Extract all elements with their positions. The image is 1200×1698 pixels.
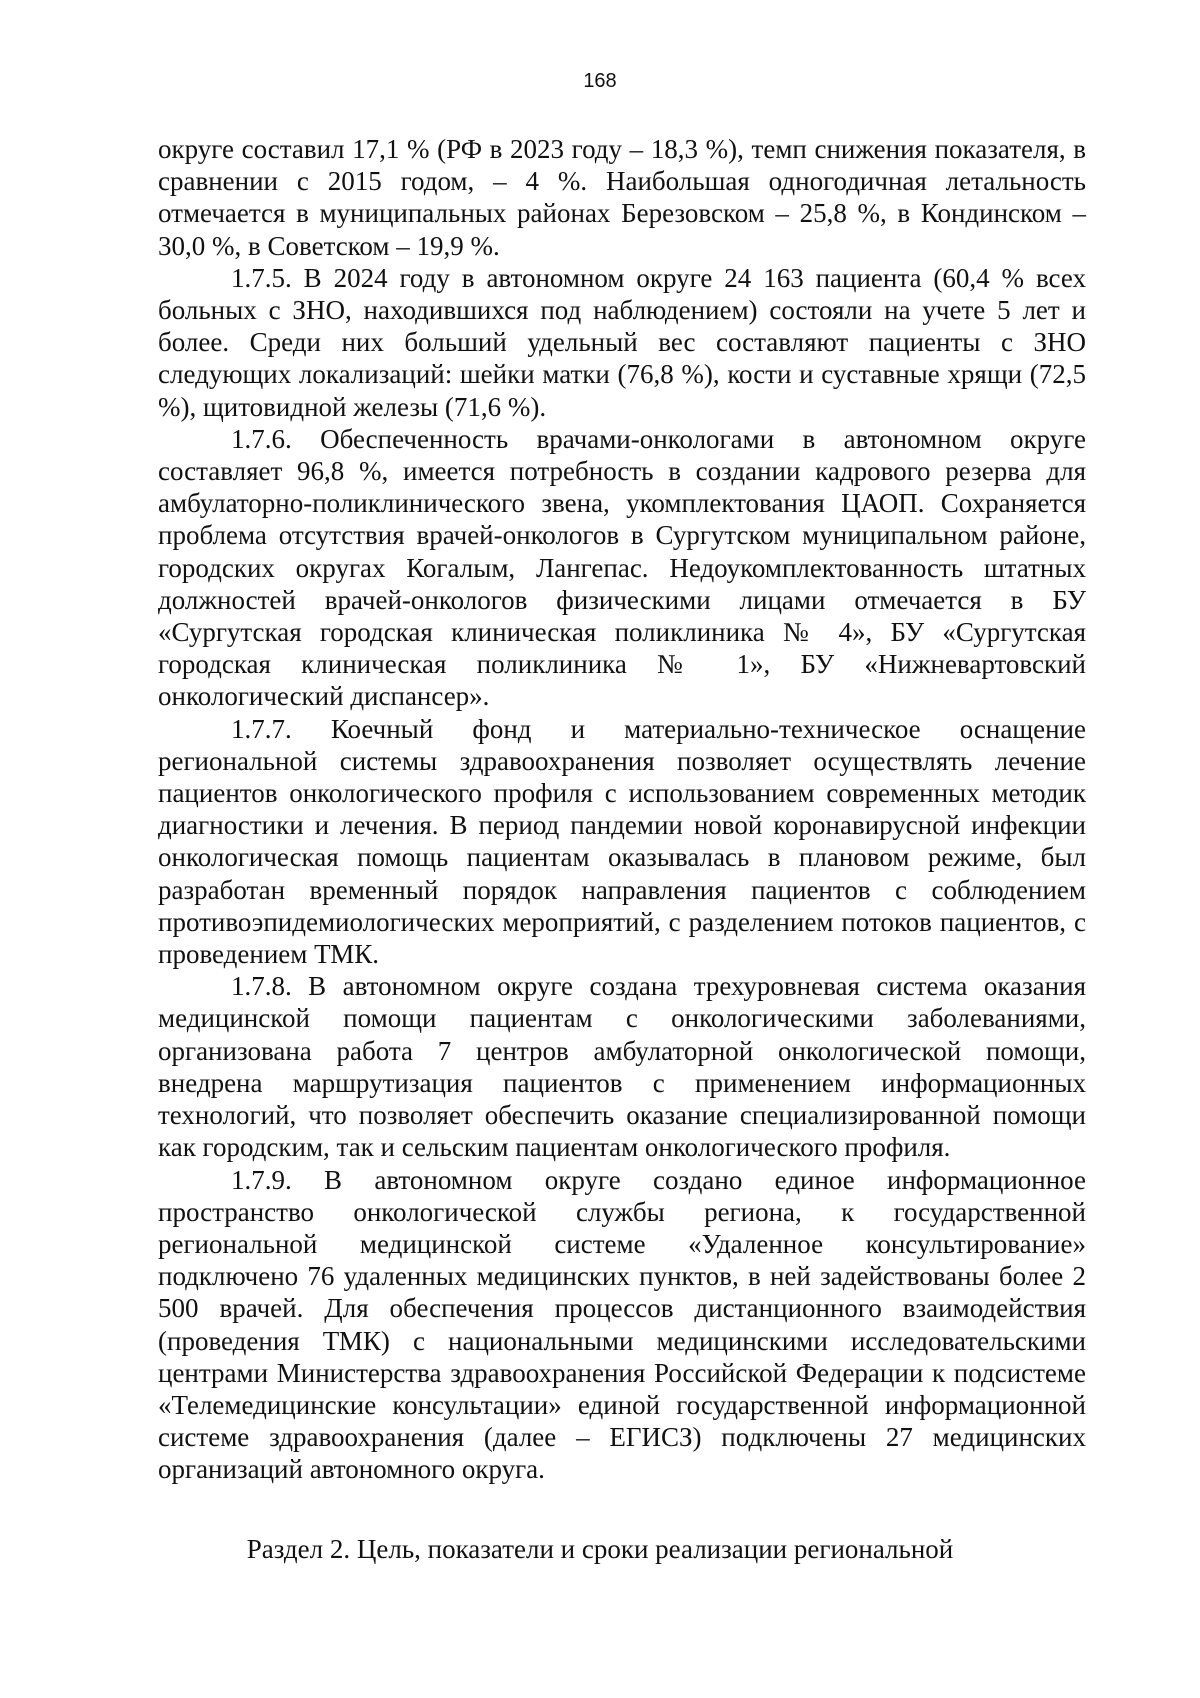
section-heading: Раздел 2. Цель, показатели и сроки реализации региональной	[246, 1534, 954, 1564]
paragraph-continuation: округе составил 17,1 % (РФ в 2023 году – 18,3 %), темп снижения показателя, в сравнении с 2015 годом, – 4 %. Наибольшая одногодичная летальность отмечается в муниципальных районах Березовском – 25,8 %, в Кондинском – 30,0 %, в Советском – 19,9 %.	[158, 134, 1086, 261]
paragraph-1-7-9: 1.7.9. В автономном округе создано единое информационное пространство онкологической службы региона, к государственной региональной медицинской системе «Удаленное консультирование» подключено 76 удаленных медицинских пунктов, в ней задействованы более 2 500 врачей. Для обеспечения процессов дистанционного взаимодействия (проведения ТМК) с национальными медицинскими исследовательскими центрами Министерства здравоохранения Российской Федерации к подсистеме «Телемедицинские консультации» единой государственной информационной системе здравоохранения (далее – ЕГИСЗ) подключены 27 медицинских организаций автономного округа.	[158, 1164, 1086, 1485]
document-body	[158, 133, 1086, 1486]
paragraph-1-7-6: 1.7.6. Обеспеченность врачами-онкологами в автономном округе составляет 96,8 %, имеется потребность в создании кадрового резерва для амбулаторно-поликлинического звена, укомплектования ЦАОП. Сохраняется проблема отсутствия врачей-онкологов в Сургутском муниципальном районе, городских округах Когалым, Лангепас. Недоукомплектованность штатных должностей врачей-онкологов физическими лицами отмечается в БУ «Сургутская городская клиническая поликлиника № 4», БУ «Сургутская городская клиническая поликлиника № 1», БУ «Нижневартовский онкологический диспансер».	[158, 423, 1086, 712]
paragraph-1-7-7: 1.7.7. Коечный фонд и материально-техническое оснащение региональной системы здравоохранения позволяет осуществлять лечение пациентов онкологического профиля с использованием современных методик диагностики и лечения. В период пандемии новой коронавирусной инфекции онкологическая помощь пациентам оказывалась в плановом режиме, был разработан временный порядок направления пациентов с соблюдением противоэпидемиологических мероприятий, с разделением потоков пациентов, с проведением ТМК.	[158, 713, 1086, 970]
paragraph-1-7-5: 1.7.5. В 2024 году в автономном округе 24 163 пациента (60,4 % всех больных с ЗНО, находившихся под наблюдением) состояли на учете 5 лет и более. Среди них больший удельный вес составляют пациенты с ЗНО следующих локализаций: шейки матки (76,8 %), кости и суставные хрящи (72,5 %), щитовидной железы (71,6 %).	[158, 262, 1086, 422]
page-number: 168	[583, 70, 617, 92]
paragraph-1-7-8: 1.7.8. В автономном округе создана трехуровневая система оказания медицинской помощи пациентам с онкологическими заболеваниями, организована работа 7 центров амбулаторной онкологической помощи, внедрена маршрутизация пациентов с применением информационных технологий, что позволяет обеспечить оказание специализированной помощи как городским, так и сельским пациентам онкологического профиля.	[158, 971, 1086, 1163]
